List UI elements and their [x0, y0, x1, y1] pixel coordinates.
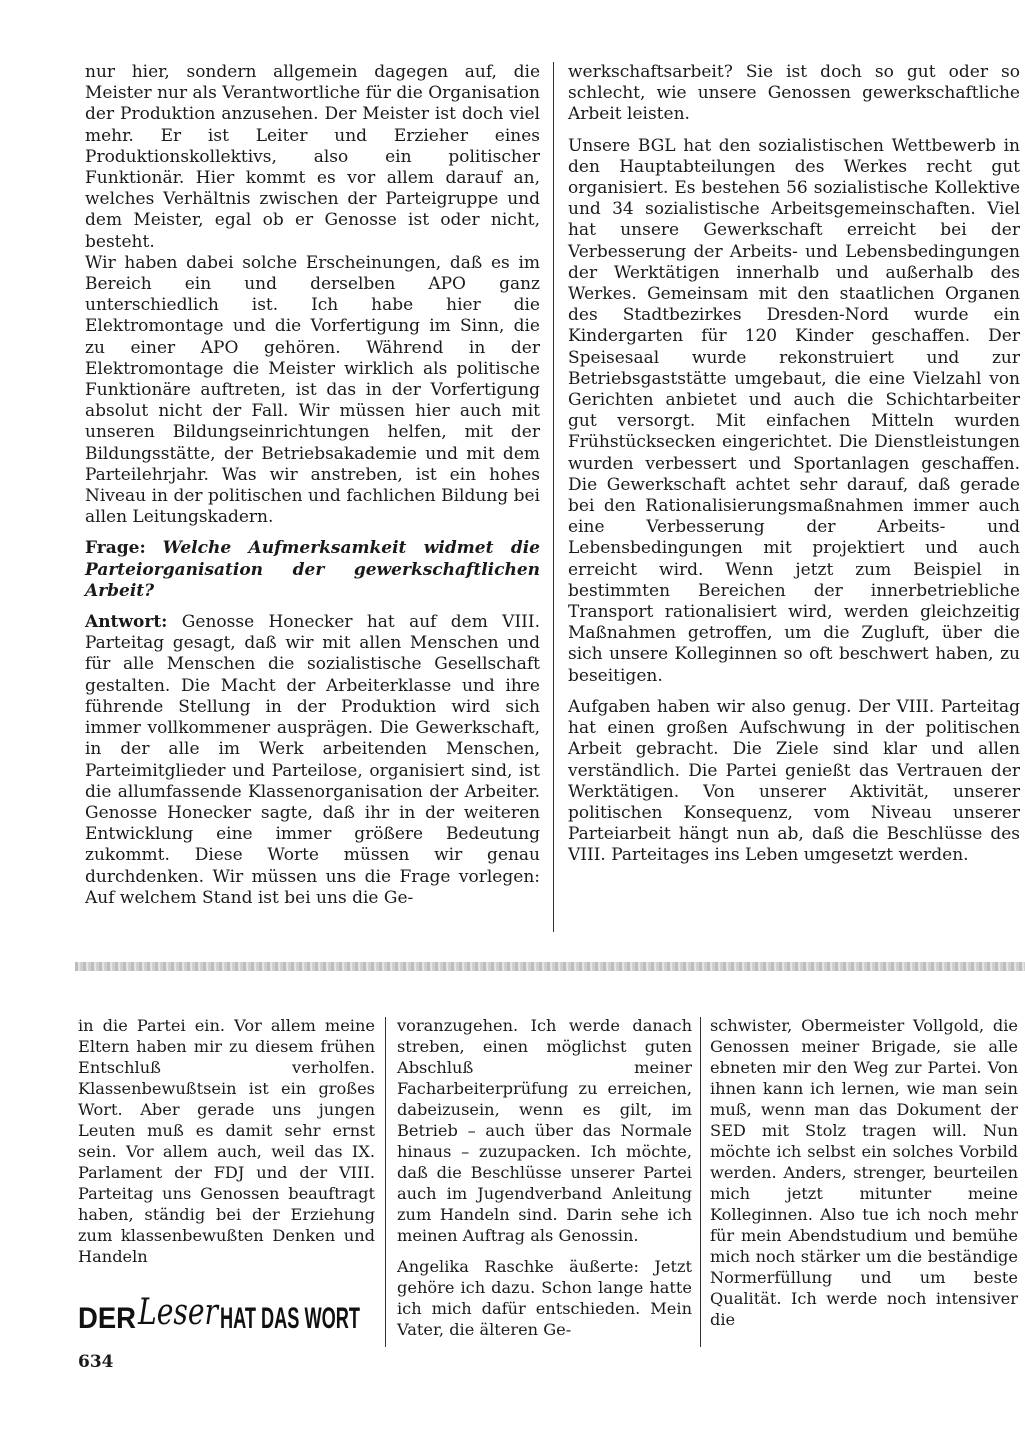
answer-label: Antwort: — [85, 612, 168, 633]
column-divider — [700, 1017, 701, 1347]
paragraph: in die Partei ein. Vor allem meine Eltern haben mir zu diesem frühen Entschluß verholfen. Klassenbewußtsein ist ein großes Wort. Aber gerade uns jungen Leuten muß es damit sehr ernst sein. Vor allem auch, weil das IX. Parlament der FDJ und der VIII. Parteitag uns Genossen beauftragt haben, ständig bei der Erziehung zum klassenbewußten Denken und Handeln — [78, 1016, 375, 1266]
page-number: 634 — [78, 1352, 114, 1372]
question-text: Welche Aufmerksamkeit widmet die Parteiorganisation der gewerkschaftlichen Arbeit? — [85, 538, 540, 601]
paragraph: nur hier, sondern allgemein dagegen auf, die Meister nur als Verantwortliche für die Organisation der Produktion anzusehen. Der Meister ist doch viel mehr. Er ist Leiter und Erzieher eines Produktionskollektivs, also ein politischer Funktionär. Hier kommt es vor allem darauf an, welches Verhältnis zwischen der Parteigruppe und dem Meister, egal ob er Genosse ist oder nicht, besteht. — [85, 62, 540, 252]
question-paragraph — [85, 538, 540, 602]
paragraph: Unsere BGL hat den sozialistischen Wettbewerb in den Hauptabteilungen des Werkes recht gut organisiert. Es bestehen 56 sozialistische Kollektive und 34 sozialistische Arbeitsgemeinschaften. Viel hat unsere Gewerkschaft erreicht bei der Verbesserung der Arbeits- und Lebensbedingungen der Werktätigen innerhalb und außerhalb des Werkes. Gemeinsam mit den staatlichen Organen des Stadtbezirkes Dresden-Nord wurde ein Kindergarten für 120 Kinder geschaffen. Der Speisesaal wurde rekonstruiert und zur Betriebsgaststätte umgebaut, die eine Vielzahl von Gerichten anbietet und auch die Schichtarbeiter gut versorgt. Mit einfachen Mitteln wurden Frühstücksecken eingerichtet. Die Dienstleistungen wurden verbessert und Sportanlagen geschaffen. Die Gewerkschaft achtet sehr darauf, daß gerade bei den Rationalisierungsmaßnahmen immer auch eine Verbesserung der Arbeits- und Lebensbedingungen mit projektiert und auch erreicht wird. Wenn jetzt zum Beispiel in bestimmten Bereichen der innerbetriebliche Transport rationalisiert wird, werden gleichzeitig Maßnahmen getroffen, um die Zugluft, über die sich unsere Kolleginnen so oft beschwert haben, zu beseitigen. — [568, 135, 1020, 686]
question-label: Frage: — [85, 538, 146, 559]
logo-graphic — [78, 1290, 363, 1335]
der-leser-hat-das-wort-logo — [78, 1290, 363, 1335]
paragraph: schwister, Obermeister Vollgold, die Genossen meiner Brigade, sie alle ebneten mir den Weg zur Partei. Von ihnen kann ich lernen, wie man sein muß, wenn man das Dokument der SED mit Stolz tragen will. Nun möchte ich selbst ein solches Vorbild werden. Anders, strenger, beurteilen mich jetzt mitunter meine Kolleginnen. Also tue ich noch mehr für mein Abendstudium und bemühe mich noch stärker um die beständige Normerfüllung und um beste Qualität. Ich werde noch intensiver die — [710, 1016, 1018, 1329]
answer-paragraph — [85, 612, 540, 909]
logo-leser: Leser — [137, 1292, 220, 1333]
reader-column-2 — [397, 1015, 692, 1345]
answer-text: Genosse Honecker hat auf dem VIII. Parteitag gesagt, daß wir mit allen Menschen und für alle Menschen die sozialistische Gesellschaft gestalten. Die Macht der Arbeiterklasse und ihre führende Stellung in der Produktion wird sich immer vollkommener ausprägen. Die Gewerkschaft, in der alle im Werk arbeitenden Menschen, Parteimitglieder und Parteilose, organisiert sind, ist die allumfassende Klassenorganisation der Arbeiter. Genosse Honecker sagte, daß ihr in der weiteren Entwicklung eine immer größere Bedeutung zukommt. Diese Worte müssen wir genau durchdenken. Wir müssen uns die Frage vorlegen: Auf welchem Stand ist bei uns die Ge- — [85, 612, 540, 908]
section-separator-band — [75, 962, 1025, 971]
reader-column-3 — [710, 1015, 1018, 1345]
paragraph: werkschaftsarbeit? Sie ist doch so gut oder so schlecht, wie unsere Genossen gewerkschaftliche Arbeit leisten. — [568, 62, 1020, 125]
logo-hat-das-wort: HAT DAS WORT — [220, 1302, 360, 1335]
logo-der: DER — [78, 1302, 137, 1335]
paragraph: Angelika Raschke äußerte: Jetzt gehöre ich dazu. Schon lange hatte ich mich dafür entschieden. Mein Vater, die älteren Ge- — [397, 1257, 692, 1339]
column-divider — [553, 62, 554, 932]
paragraph: voranzugehen. Ich werde danach streben, einen möglichst guten Abschluß meiner Facharbeiterprüfung zu erreichen, dabeizusein, wenn es gilt, im Betrieb – auch über das Normale hinaus – zuzupacken. Ich möchte, daß die Beschlüsse unserer Partei auch im Jugendverband Anleitung zum Handeln sind. Darin sehe ich meinen Auftrag als Genossin. — [397, 1016, 692, 1245]
article-column-right — [568, 62, 1020, 962]
paragraph: Wir haben dabei solche Erscheinungen, daß es im Bereich ein und derselben APO ganz unterschiedlich ist. Ich habe hier die Elektromontage und die Vorfertigung im Sinn, die zu einer APO gehören. Während in der Elektromontage die Meister wirklich als politische Funktionäre auftreten, ist das in der Vorfertigung absolut nicht der Fall. Wir müssen hier auch mit unseren Bildungseinrichtungen helfen, mit der Bildungsstätte, der Betriebsakademie und mit dem Parteilehrjahr. Was wir anstreben, ist ein hohes Niveau in der politischen und fachlichen Bildung bei allen Leitungskadern. — [85, 252, 540, 528]
paragraph: Aufgaben haben wir also genug. Der VIII. Parteitag hat einen großen Aufschwung in der politischen Arbeit gebracht. Die Ziele sind klar und allen verständlich. Die Partei genießt das Vertrauen der Werktätigen. Von unserer Aktivität, unserer politischen Konsequenz, vom Niveau unserer Parteiarbeit hängt nun ab, daß die Beschlüsse des VIII. Parteitages ins Leben umgesetzt werden. — [568, 696, 1020, 866]
article-column-left — [85, 62, 540, 962]
column-divider — [385, 1017, 386, 1347]
